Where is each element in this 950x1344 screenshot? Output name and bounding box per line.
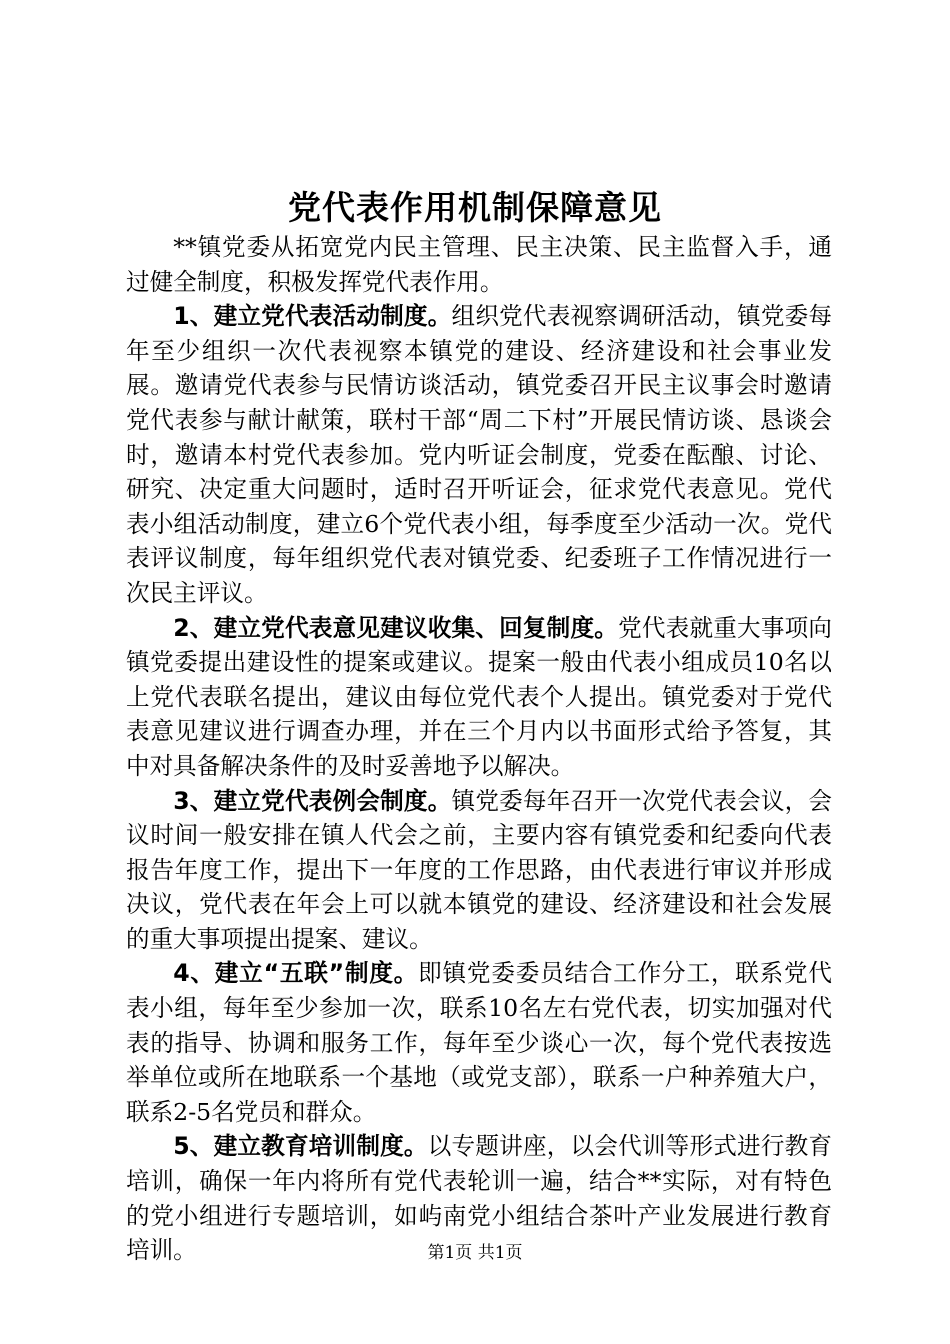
paragraph-text: 以专题讲座，以会代训等形式进行教育培训，确保一年内将所有党代表轮训一遍，结合**实际，对有特色的党小组进行专题培训，如屿南党小组结合茶叶产业发展进行教育培训。 — [126, 1132, 833, 1265]
paragraph-intro — [126, 230, 832, 299]
paragraph-five-links-system — [126, 956, 832, 1129]
paragraph-heading: 5、建立教育培训制度。 — [173, 1132, 428, 1161]
paragraph-heading: 2、建立党代表意见建议收集、回复制度。 — [173, 613, 619, 642]
page-footer: 第1页 共1页 — [427, 1243, 523, 1263]
paragraph-text: 党代表就重大事项向镇党委提出建设性的提案或建议。提案一般由代表小组成员10名以上党代表联名提出，建议由每位党代表个人提出。镇党委对于党代表意见建议进行调查办理，并在三个月内以书面形式给予答复，其中对具备解决条件的及时妥善地予以解决。 — [126, 613, 832, 780]
paragraph-heading: 1、建立党代表活动制度。 — [173, 302, 452, 331]
paragraph-text: 组织党代表视察调研活动，镇党委每年至少组织一次代表视察本镇党的建设、经济建设和社会事业发展。邀请党代表参与民情访谈活动，镇党委召开民主议事会时邀请党代表参与献计献策，联村干部“周二下村”开展民情访谈、恳谈会时，邀请本村党代表参加。党内听证会制度，党委在酝酿、讨论、研究、决定重大问题时，适时召开听证会，征求党代表意见。党代表小组活动制度，建立6个党代表小组，每季度至少活动一次。党代表评议制度，每年组织党代表对镇党委、纪委班子工作情况进行一次民主评议。 — [126, 302, 833, 607]
paragraph-heading: 4、建立“五联”制度。 — [173, 959, 419, 988]
paragraph-suggestion-system — [126, 611, 832, 784]
paragraph-text: **镇党委从拓宽党内民主管理、民主决策、民主监督入手，通过健全制度，积极发挥党代表作用。 — [126, 233, 832, 296]
document-body — [126, 230, 832, 1268]
paragraph-meeting-system — [126, 784, 832, 957]
paragraph-activity-system — [126, 299, 832, 610]
paragraph-heading: 3、建立党代表例会制度。 — [173, 786, 452, 815]
paragraph-text: 镇党委每年召开一次党代表会议，会议时间一般安排在镇人代会之前，主要内容有镇党委和纪委向代表报告年度工作，提出下一年度的工作思路，由代表进行审议并形成决议，党代表在年会上可以就本镇党的建设、经济建设和社会发展的重大事项提出提案、建议。 — [126, 786, 833, 953]
paragraph-text: 即镇党委委员结合工作分工，联系党代表小组，每年至少参加一次，联系10名左右党代表，切实加强对代表的指导、协调和服务工作，每年至少谈心一次，每个党代表按选举单位或所在地联系一个基地（或党支部），联系一户种养殖大户，联系2-5名党员和群众。 — [126, 959, 832, 1126]
document-title: 党代表作用机制保障意见 — [288, 188, 662, 227]
